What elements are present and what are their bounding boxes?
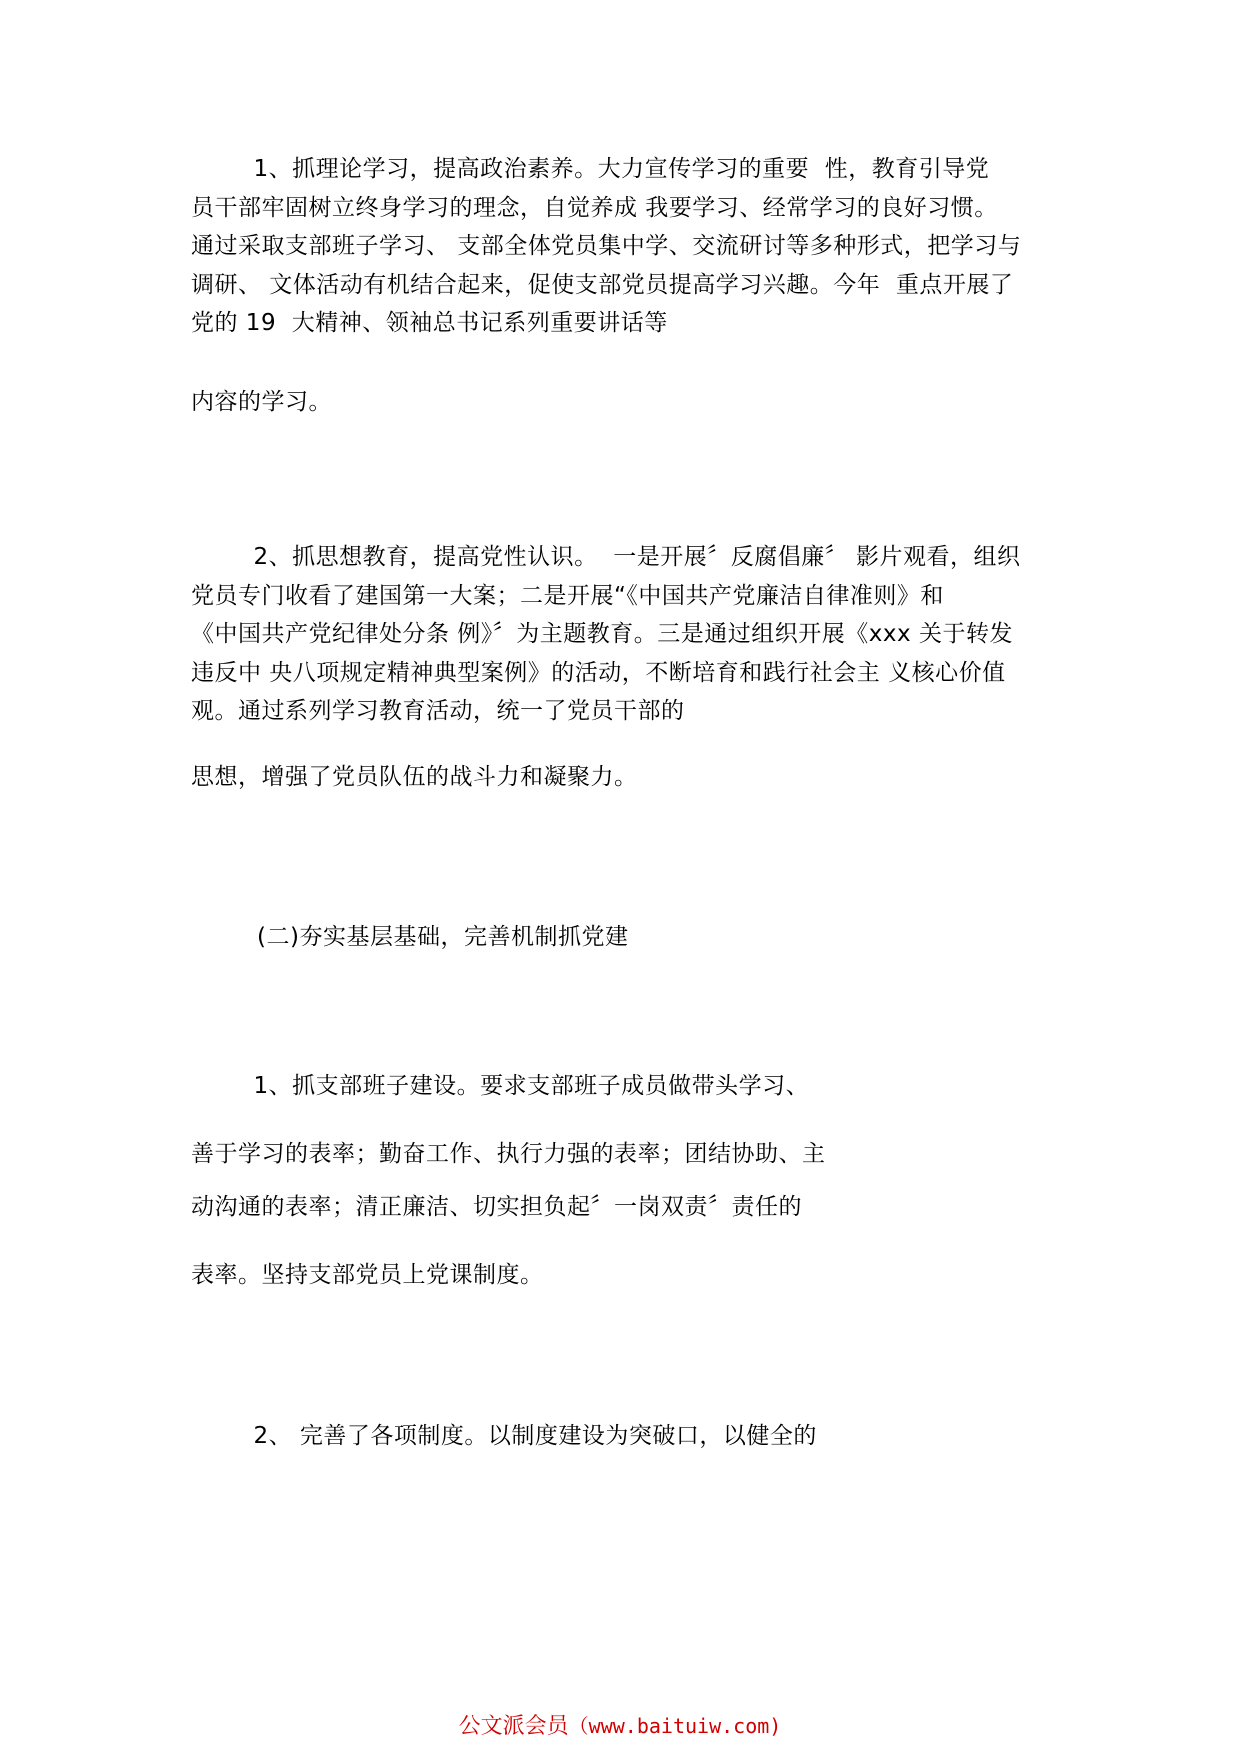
footer-brand: 公文派会员 xyxy=(458,1714,569,1739)
paragraph-2-line-2: 党员专门收看了建国第一大案；二是开展“《中国共产党廉洁自律准则》和 xyxy=(191,582,944,609)
paragraph-2 xyxy=(191,538,1071,731)
item-1-line-4: 表率。坚持支部党员上党课制度。 xyxy=(191,1262,544,1288)
paragraph-2-line-5: 观。通过系列学习教育活动，统一了党员干部的 xyxy=(191,698,685,724)
paragraph-2-line-4: 违反中 央八项规定精神典型案例》的活动，不断培育和践行社会主 义核心价值 xyxy=(191,659,1006,686)
paragraph-1 xyxy=(191,150,1071,343)
paragraph-1-line-4: 调研、 文体活动有机结合起来，促使支部党员提高学习兴趣。今年 重点开展了 xyxy=(191,271,1014,298)
section-heading: (二)夯实基层基础，完善机制抓党建 xyxy=(257,924,629,950)
paragraph-1-line-5: 党的 19 大精神、领袖总书记系列重要讲话等 xyxy=(191,310,668,336)
paragraph-2-line-3: 《中国共产党纪律处分条 例》〞为主题教育。三是通过组织开展《xxx 关于转发 xyxy=(191,621,1013,647)
paragraph-1-line-1: 1、抓理论学习，提高政治素养。大力宣传学习的重要 性，教育引导党 xyxy=(191,156,990,182)
paragraph-1-tail: 内容的学习。 xyxy=(191,389,332,415)
paragraph-2-tail: 思想，增强了党员队伍的战斗力和凝聚力。 xyxy=(191,764,638,790)
footer-url: （www.baituiw.com) xyxy=(568,1714,782,1738)
item-1-line-2: 善于学习的表率；勤奋工作、执行力强的表率；团结协助、主 xyxy=(191,1141,826,1167)
footer-watermark xyxy=(0,1712,1240,1741)
item-1-line-1: 1、抓支部班子建设。要求支部班子成员做带头学习、 xyxy=(191,1073,810,1099)
paragraph-1-line-2: 员干部牢固树立终身学习的理念，自觉养成 我要学习、经常学习的良好习惯。 xyxy=(191,194,998,221)
paragraph-1-line-3: 通过采取支部班子学习、 支部全体党员集中学、交流研讨等多种形式，把学习与 xyxy=(191,233,1022,259)
paragraph-2-line-1: 2、抓思想教育，提高党性认识。 一是开展〞反腐倡廉〞 影片观看，组织 xyxy=(191,544,1021,570)
item-2-line-1: 2、 完善了各项制度。以制度建设为突破口，以健全的 xyxy=(191,1423,817,1449)
item-1-line-3: 动沟通的表率；清正廉洁、切实担负起〞一岗双责〞责任的 xyxy=(191,1194,802,1220)
